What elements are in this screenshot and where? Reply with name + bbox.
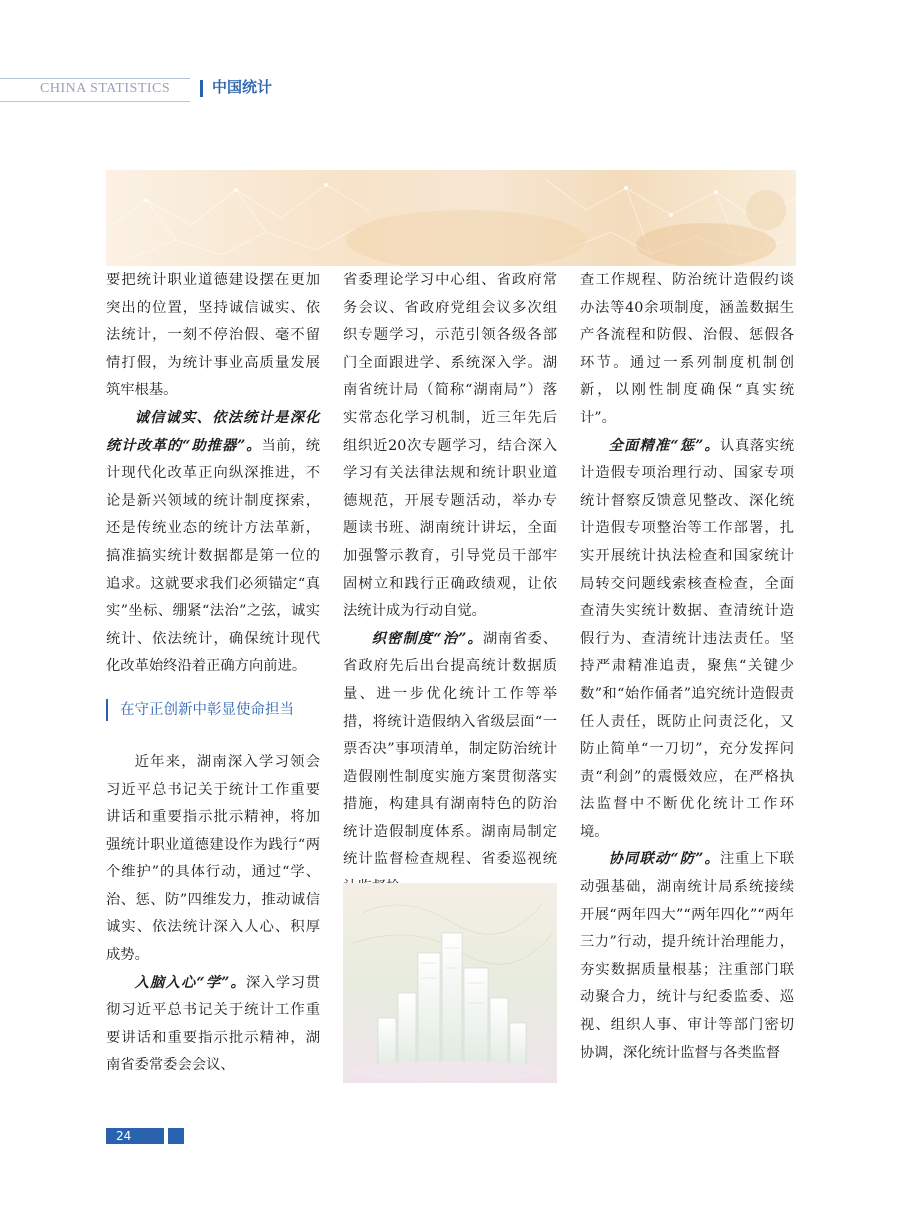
paragraph: 查工作规程、防治统计造假约谈办法等40余项制度，涵盖数据生产各流程和防假、治假、惩假各环节。通过一系列制度机制创新，以刚性制度确保“真实统计”。 [580, 272, 794, 426]
paragraph [580, 433, 794, 847]
magazine-english-title: CHINA STATISTICS [40, 81, 171, 96]
paragraph [106, 405, 320, 681]
header-accent-bar [200, 80, 203, 97]
paragraph: 要把统计职业道德建设摆在更加突出的位置，坚持诚信诚实、依法统计，一刻不停治假、毫不留情打假，为统计事业高质量发展筑牢根基。 [106, 272, 320, 399]
paragraph-body: 深入学习贯彻习近平总书记关于统计工作重要讲话和重要指示批示精神，湖南省委常委会会议、 [106, 974, 320, 1074]
paragraph-body: 当前，统计现代化改革正向纵深推进，不论是新兴领域的统计制度探索，还是传统业态的统计方法革新，搞准搞实统计数据都是第一位的追求。这就要求我们必须锚定“真实”坐标、绷紧“法治”之弦，诚实统计、依法统计，确保统计现代化改革始终沿着正确方向前进。 [106, 437, 320, 675]
magazine-chinese-title: 中国统计 [212, 78, 273, 96]
paragraph [343, 626, 557, 902]
paragraph-lead: 诚信诚实、依法统计是深化统计改革的“助推器”。 [106, 409, 320, 454]
banner-network-graphic [106, 170, 796, 266]
decorative-banner-image [106, 170, 796, 266]
paragraph-lead: 全面精准“惩”。 [608, 437, 720, 454]
paragraph: 省委理论学习中心组、省政府常务会议、省政府党组会议多次组织专题学习，示范引领各级各部门全面跟进学、系统深入学。湖南省统计局（简称“湖南局”）落实常态化学习机制，近三年先后组织近20次专题学习，结合深入学习有关法律法规和统计职业道德规范，开展专题活动，举办专题读书班、湖南统计讲坛，全面加强警示教育，引导党员干部牢固树立和践行正确政绩观，让依法统计成为行动自觉。 [343, 272, 557, 620]
paragraph-lead: 入脑入心“学”。 [134, 974, 246, 991]
paragraph: 近年来，湖南深入学习领会习近平总书记关于统计工作重要讲话和重要指示批示精神，将加强统计职业道德建设作为践行“两个维护”的具体行动，通过“学、治、惩、防”四维发力，推动诚信诚实、依法统计深入人心、积厚成势。 [106, 753, 320, 964]
paragraph [106, 970, 320, 1080]
city-skyline-graphic [343, 883, 557, 1083]
text-column-3 [580, 267, 794, 1067]
paragraph [580, 846, 794, 1067]
page-number: 24 [116, 1129, 132, 1143]
paragraph-body: 注重上下联动强基础，湖南统计局系统接续开展“两年四大”“两年四化”“两年三力”行动，提升统计治理能力，夯实数据质量根基；注重部门联动聚合力，统计与纪委监委、巡视、组织人事、审计等部门密切协调，深化统计监督与各类监督 [580, 851, 794, 1061]
text-column-1 [106, 267, 320, 1080]
paragraph-lead: 织密制度“治”。 [371, 630, 483, 647]
paragraph-lead: 协同联动“防”。 [608, 851, 720, 868]
city-skyline-illustration [343, 883, 557, 1083]
paragraph-body: 认真落实统计造假专项治理行动、国家专项统计督察反馈意见整改、深化统计造假专项整治等工作部署，扎实开展统计执法检查和国家统计局转交问题线索核查检查，全面查清失实统计数据、查清统计造假行为、查清统计违法责任。坚持严肃精准追责，聚焦“关键少数”和“始作俑者”追究统计造假责任人责任，既防止问责泛化，又防止简单“一刀切”，充分发挥问责“利剑”的震慑效应，在严格执法监督中不断优化统计工作环境。 [580, 437, 794, 840]
paragraph-body: 湖南省委、省政府先后出台提高统计数据质量、进一步优化统计工作等举措，将统计造假纳入省级层面“一票否决”事项清单，制定防治统计造假刚性制度实施方案贯彻落实措施，构建具有湖南特色的防治统计造假制度体系。湖南局制定统计监督检查规程、省委巡视统 [343, 630, 557, 868]
section-heading: 在守正创新中彰显使命担当 [106, 699, 320, 721]
text-column-2 [343, 267, 557, 902]
